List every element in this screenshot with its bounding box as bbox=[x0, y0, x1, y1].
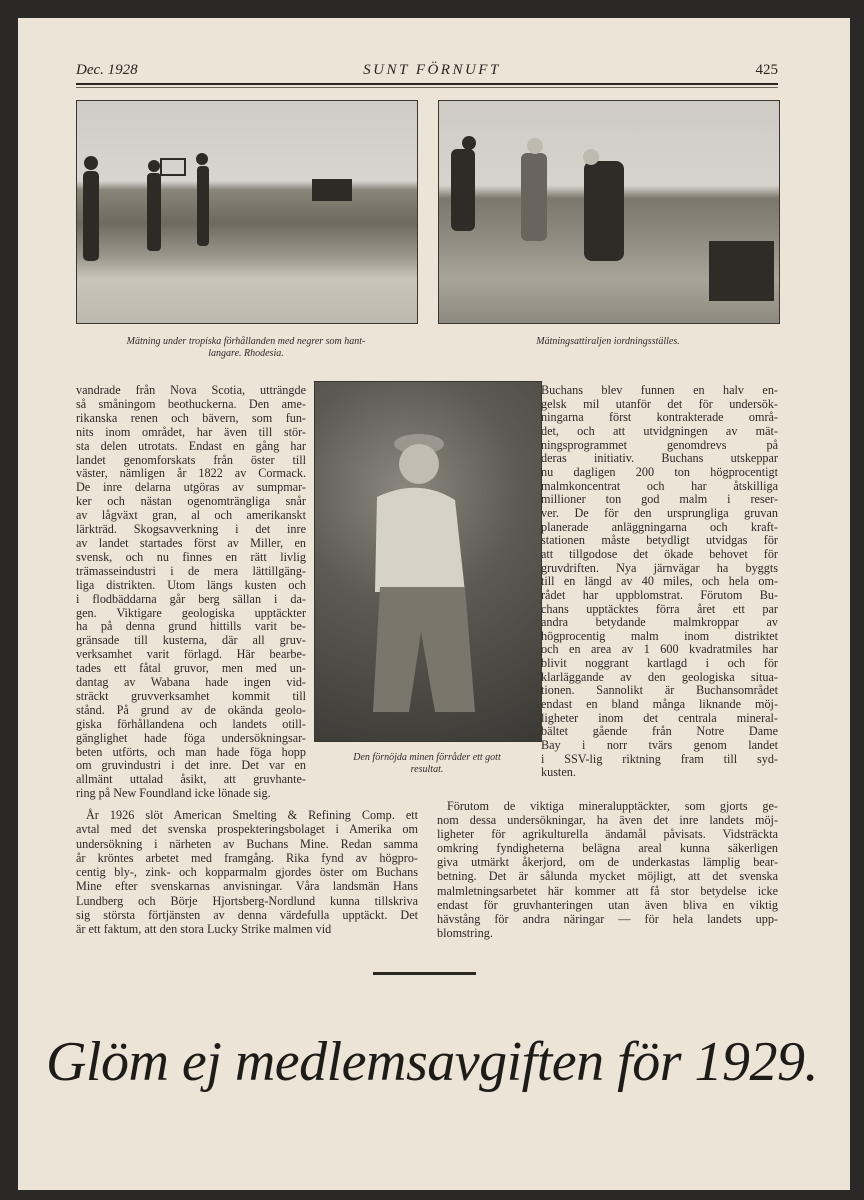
caption-middle bbox=[314, 752, 540, 776]
text-line: liga distrikten. Utom längs kusten och bbox=[76, 578, 306, 592]
article-bottom-left bbox=[76, 808, 418, 937]
article-column-left bbox=[76, 384, 306, 801]
photo-figures bbox=[439, 101, 779, 323]
text-line: gränsade till kusterna, där all gruv- bbox=[76, 634, 306, 648]
text-line: allmänt uttalad åsikt, att gruvhante- bbox=[76, 773, 306, 787]
text-line: ker och nästan ogenomträngliga snår bbox=[76, 495, 306, 509]
text-line: De inre delarna utgöras av sumpmar- bbox=[76, 481, 306, 495]
text-line: stånd. På grund av de okända geolo- bbox=[76, 703, 306, 717]
text-line: blomstring. bbox=[437, 925, 493, 940]
photo-figure bbox=[315, 382, 541, 741]
header-rule-thin bbox=[76, 87, 778, 88]
text-line: millioner ton god malm i reser- bbox=[541, 493, 778, 507]
text-line: Lundberg och Börje Hjortsberg-Nordlund kunna tillskriva bbox=[76, 893, 418, 908]
caption-top-left bbox=[76, 336, 416, 360]
text-line: deras initiativ. Buchans utskeppar bbox=[541, 452, 778, 466]
text-line: endast en bland många liknande möj- bbox=[541, 698, 778, 712]
text-line: till en längd av 40 miles, och hela om- bbox=[541, 575, 778, 589]
photo-figures bbox=[77, 101, 417, 323]
text-line: chans upptäcktes förra året ett par bbox=[541, 602, 778, 616]
text-line: malmkoncentrat och har åtskilliga bbox=[541, 479, 778, 493]
text-line: av landet startades först av Miller, en bbox=[76, 536, 306, 550]
text-line: ningsprogrammet genomdrevs på bbox=[541, 438, 778, 452]
text-line: högprocentig malm inom distriktet bbox=[541, 629, 778, 643]
text-line: stationen måste betydligt utvidgas för bbox=[541, 534, 778, 548]
text-line: lärkträd. Skogsavverkning i det inre bbox=[76, 523, 306, 537]
text-line: nits inom området, har även till stör- bbox=[76, 425, 306, 439]
text-line: ligheter inom det centrala mineral- bbox=[541, 711, 778, 725]
photo-miner-portrait bbox=[314, 381, 542, 742]
text-line: är ett faktum, att den stora Lucky Strike malmen vid bbox=[76, 922, 332, 937]
text-line: avtal med det svenska prospekteringsbolaget i Amerika om bbox=[76, 822, 418, 837]
caption-line: Mätningsattiraljen iordningsställes. bbox=[536, 336, 680, 347]
text-line: Buchans blev funnen en halv en- bbox=[541, 384, 778, 397]
text-line: planerade anläggningarna och kraft- bbox=[541, 520, 778, 534]
text-line: ring på New Foundland icke lönade sig. bbox=[76, 787, 271, 801]
text-line: verksamhet varit förlagd. Här bearbe- bbox=[76, 648, 306, 662]
text-line: rikanska renen och bävern, som fun- bbox=[76, 411, 306, 425]
text-line: År 1926 slöt American Smelting & Refining Comp. ett bbox=[86, 808, 418, 822]
text-line: ligheter för agrikulturella ändamål påvisats. Vidsträckta bbox=[437, 827, 778, 842]
caption-line: langare. Rhodesia. bbox=[208, 348, 284, 359]
text-line: trämasseindustri i de mera lättillgäng- bbox=[76, 564, 306, 578]
text-line: så småningom beothuckerna. Den ame- bbox=[76, 397, 306, 411]
text-line: giska förhållandena och landets otill- bbox=[76, 717, 306, 731]
text-line: nom dessa undersökningar, ha även det inre landets möj- bbox=[437, 813, 778, 828]
text-line: väster, nämligen år 1822 av Cormack. bbox=[76, 467, 306, 481]
magazine-title: SUNT FÖRNUFT bbox=[363, 62, 501, 78]
text-line: kusten. bbox=[541, 766, 576, 780]
text-line: dantag av Wabana hade ingen vid- bbox=[76, 676, 306, 690]
text-line: att tillgodose det ökade behovet för bbox=[541, 547, 778, 561]
text-line: Förutom de viktiga mineralupptäckter, som gjorts ge- bbox=[447, 799, 778, 813]
membership-slogan: Glöm ej medlemsavgiften för 1929. bbox=[45, 1031, 819, 1093]
text-line: Bay i norr tvärs genom landet bbox=[541, 739, 778, 753]
photo-surveying-rhodesia bbox=[76, 100, 418, 324]
caption-top-right bbox=[438, 336, 778, 348]
text-line: tionen. Sannolikt är Buchansområdet bbox=[541, 684, 778, 698]
photo-equipment-setup bbox=[438, 100, 780, 324]
text-line: blivit noggrant kartlagd i och för bbox=[541, 657, 778, 671]
caption-line: Den förnöjda minen förråder ett gott bbox=[353, 752, 501, 763]
text-line: år kröntes arbetet med framgång. Rika fynd av högpro- bbox=[76, 850, 418, 865]
text-line: malmletningsarbetet här kommer att få stor betydelse icke bbox=[437, 883, 778, 898]
text-line: Mine efter svenskarnas anvisningar. Våra landsmän Hans bbox=[76, 879, 418, 894]
text-line: endast för gruvhanteringen utan även bliva en viktig bbox=[437, 897, 778, 912]
text-line: av lågväxt gran, al och amerikanskt bbox=[76, 509, 306, 523]
text-line: vandrade från Nova Scotia, utträngde bbox=[76, 384, 306, 397]
article-bottom-right bbox=[437, 799, 778, 940]
page-number: 425 bbox=[755, 62, 778, 78]
text-line: ver. De för den ursprungliga gruvan bbox=[541, 506, 778, 520]
text-line: gruvdriften. Nya järnvägar ha byggts bbox=[541, 561, 778, 575]
header-rule bbox=[76, 83, 778, 85]
text-line: betning. Det är sålunda mycket möjligt, att det svenska bbox=[437, 869, 778, 884]
text-line: hävstång för andra näringar — för hela landets upp- bbox=[437, 911, 778, 926]
text-line: i flodbäddarna går berg sällan i da- bbox=[76, 592, 306, 606]
text-line: rådet har uppblomstrat. Förutom Bu- bbox=[541, 588, 778, 602]
text-line: sig största förtjänsten av denna värdefulla upptäckt. Det bbox=[76, 908, 418, 923]
text-line: ha på denna grund hittills varit be- bbox=[76, 620, 306, 634]
text-line: och en area av 1 600 kvadratmiles har bbox=[541, 643, 778, 657]
text-line: nu dagligen 200 ton högprocentigt bbox=[541, 465, 778, 479]
text-line: klarläggande av den geologiska situa- bbox=[541, 670, 778, 684]
text-line: landet genomforskats från öster till bbox=[76, 453, 306, 467]
caption-line: Mätning under tropiska förhållanden med negrer som hant- bbox=[126, 336, 366, 347]
issue-date: Dec. 1928 bbox=[76, 62, 138, 78]
text-line: tades ett fåtal gruvor, men med un- bbox=[76, 662, 306, 676]
text-line: undersökning i närheten av Buchans Mine. Redan samma bbox=[76, 836, 418, 851]
text-line: i SSV-lig riktning fram till syd- bbox=[541, 752, 778, 766]
text-line: sta delen utrotats. Endast en gång har bbox=[76, 439, 306, 453]
text-line: giva utmärkt åkerjord, om de underkastas lämplig bear- bbox=[437, 855, 778, 870]
caption-line: resultat. bbox=[410, 764, 444, 775]
text-line: bältet gående från Notre Dame bbox=[541, 725, 778, 739]
text-line: gänglighet hade föga undersökningsar- bbox=[76, 731, 306, 745]
text-line: gen. Viktigare geologiska upptäckter bbox=[76, 606, 306, 620]
text-line: det, och att utvidgningen av mät- bbox=[541, 424, 778, 438]
text-line: gelsk mil utanför det för undersök- bbox=[541, 397, 778, 411]
text-line: svensk, och nu finnes en rätt livlig bbox=[76, 550, 306, 564]
text-line: centig bly-, zink- och kopparmalm gjordes öster om Buchans bbox=[76, 865, 418, 880]
text-line: sträckt gruvverksamhet kommit till bbox=[76, 689, 306, 703]
text-line: om gruvindustri i det inre. Det var en bbox=[76, 759, 306, 773]
section-divider bbox=[373, 972, 476, 975]
text-line: beten utförts, och man hade föga hopp bbox=[76, 745, 306, 759]
text-line: omkring fyndigheterna belägna areal kunna säkerligen bbox=[437, 841, 778, 856]
article-column-right bbox=[541, 384, 778, 780]
text-line: ningarna först kontrakterade områ- bbox=[541, 411, 778, 425]
text-line: andra betydande malmkroppar av bbox=[541, 616, 778, 630]
